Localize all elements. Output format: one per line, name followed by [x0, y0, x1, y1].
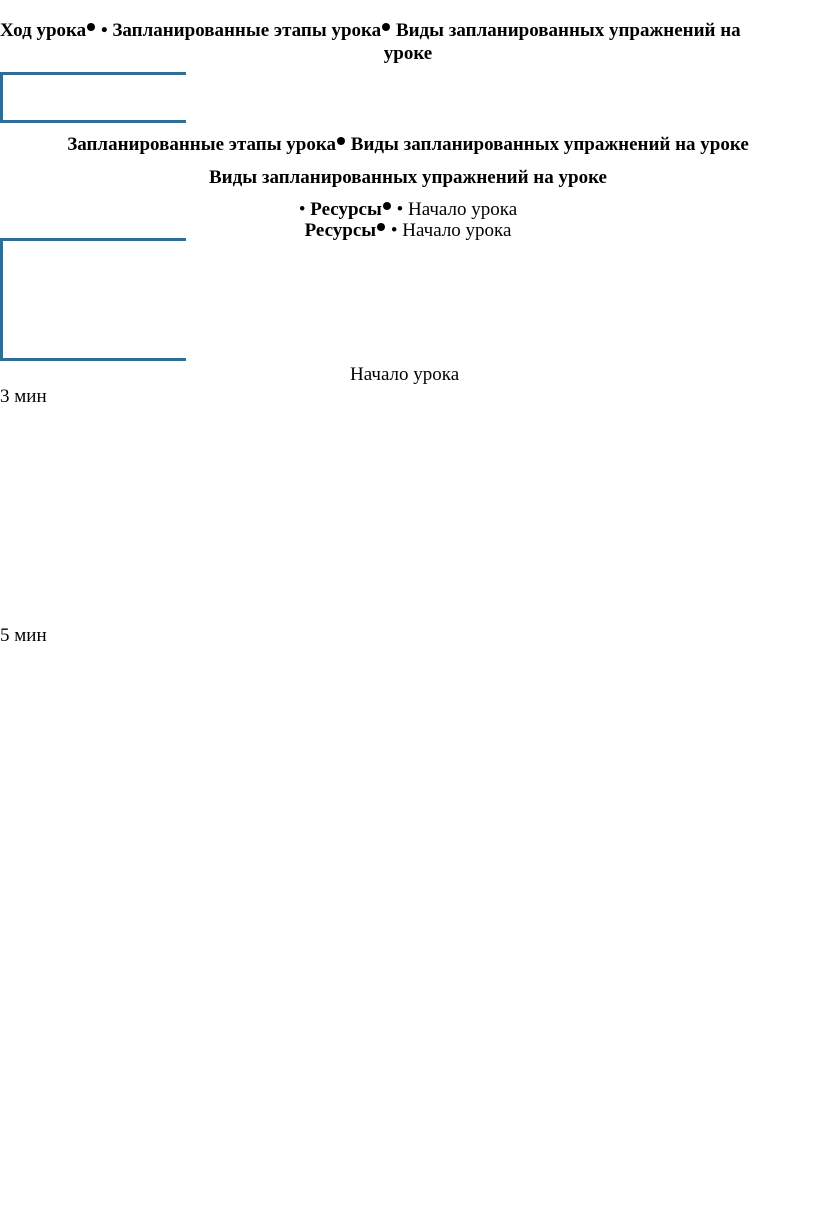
header-line-1 — [0, 20, 741, 42]
exercise-types-heading-continued: уроке — [383, 43, 433, 64]
planned-stages-heading: Запланированные этапы урока — [112, 20, 382, 41]
lesson-start-label: Начало урока — [407, 199, 518, 220]
lesson-start-label: Начало урока — [402, 220, 512, 241]
header-line-2 — [0, 43, 816, 65]
bullet-glyph: • — [390, 220, 398, 241]
exercise-types-heading: Виды запланированных упражнений на уроке — [209, 167, 607, 188]
duration-text: 3 мин — [0, 386, 47, 407]
table-cell-frame — [0, 238, 186, 361]
planned-stages-heading: Запланированные этапы урока — [67, 134, 337, 155]
bullet-glyph: • — [396, 199, 404, 220]
bullet-glyph: • — [298, 199, 306, 220]
duration-3-min — [0, 386, 47, 408]
lesson-start-text: Начало урока — [350, 364, 460, 385]
bullet-icon — [87, 23, 95, 31]
lesson-start-heading — [350, 364, 459, 386]
table-cell-frame — [0, 72, 186, 123]
duration-text: 5 мин — [0, 625, 47, 646]
bullet-icon — [337, 137, 345, 145]
bullet-icon — [377, 223, 385, 231]
resources-line-1 — [0, 199, 816, 221]
exercise-types-heading: Виды запланированных упражнений на — [395, 20, 741, 41]
lesson-progress-title: Ход урока — [0, 20, 87, 41]
bullet-icon — [383, 202, 391, 210]
resources-label: Ресурсы — [304, 220, 377, 241]
exercise-types-heading: Виды запланированных упражнений на уроке — [350, 134, 749, 155]
bullet-glyph: • — [100, 20, 108, 41]
exercise-types-line — [0, 167, 816, 189]
bullet-icon — [382, 23, 390, 31]
stages-and-exercises-line — [0, 134, 816, 156]
resources-label: Ресурсы — [310, 199, 382, 220]
duration-5-min — [0, 625, 47, 647]
